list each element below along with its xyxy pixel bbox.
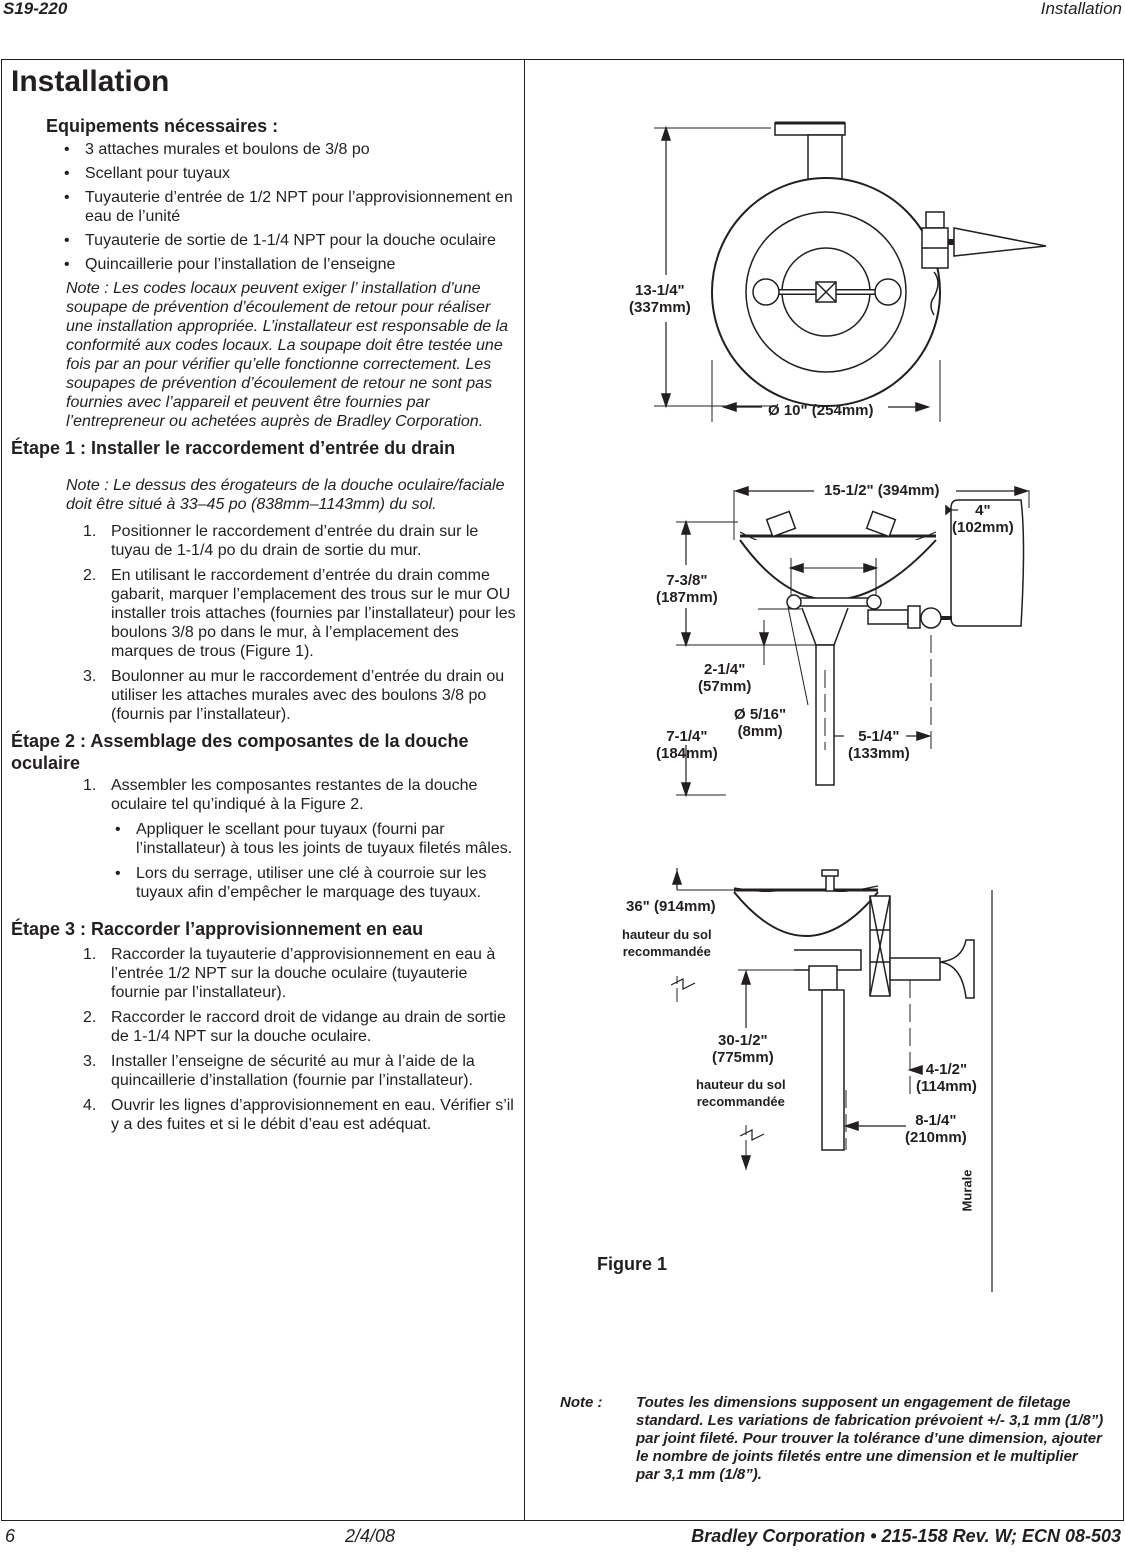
wall-label: Murale bbox=[959, 1169, 975, 1212]
dim-rim-height: 36" (914mm) bbox=[626, 898, 716, 915]
doc-id: S19-220 bbox=[3, 0, 68, 18]
dim-metric: (114mm) bbox=[916, 1078, 977, 1095]
dim-diameter: Ø 10" (254mm) bbox=[768, 402, 874, 419]
footer-date: 2/4/08 bbox=[345, 1526, 396, 1546]
equipment-list bbox=[11, 140, 516, 274]
step-number: 1. bbox=[83, 523, 97, 540]
step-number: 3. bbox=[83, 668, 97, 685]
dim-metric: (775mm) bbox=[712, 1049, 774, 1066]
dim-metric: (102mm) bbox=[952, 519, 1014, 536]
dim-metric: (57mm) bbox=[698, 678, 752, 695]
dim-wall-offset-a bbox=[916, 1061, 977, 1095]
dim-value: 8-1/4" bbox=[915, 1112, 957, 1129]
dim-height-top bbox=[629, 282, 691, 316]
note-line: hauteur du sol bbox=[622, 927, 712, 942]
dim-metric: (184mm) bbox=[656, 745, 718, 762]
footer-company: Bradley Corporation • 215-158 Rev. W; ECN 08-503 bbox=[691, 1526, 1121, 1546]
dim-value: 4" bbox=[975, 502, 991, 519]
note-label: Note : bbox=[560, 1394, 603, 1411]
step-text: Installer l’enseigne de sécurité au mur à l’aide de la quincaillerie d’installation (fournie par l’installateur). bbox=[111, 1053, 475, 1089]
list-item: • Tuyauterie de sortie de 1-1/4 NPT pour la douche oculaire bbox=[11, 231, 516, 250]
dimension-drawings bbox=[526, 60, 1122, 1390]
list-item: • Lors du serrage, utiliser une clé à courroie sur les tuyaux afin d’empêcher le marquage des tuyaux. bbox=[11, 864, 516, 902]
note-line: recommandée bbox=[696, 1094, 785, 1109]
dim-value: 7-1/4" bbox=[666, 728, 708, 745]
floor-height-note-1 bbox=[622, 926, 712, 960]
step-number: 1. bbox=[83, 946, 97, 963]
dim-tail-height bbox=[656, 728, 718, 762]
section-name: Installation bbox=[1040, 0, 1122, 18]
list-item: • Scellant pour tuyaux bbox=[11, 164, 516, 183]
step-number: 4. bbox=[83, 1097, 97, 1114]
step3-list bbox=[11, 945, 516, 1134]
dim-metric: (133mm) bbox=[848, 745, 910, 762]
step-text: Positionner le raccordement d’entrée du drain sur le tuyau de 1-1/4 po du drain de sortie du mur. bbox=[111, 523, 479, 559]
page-header bbox=[0, 0, 1125, 24]
dim-metric: (187mm) bbox=[656, 589, 718, 606]
instructions-column bbox=[11, 63, 516, 1140]
step2-heading: Étape 2 : Assemblage des composantes de la douche oculaire bbox=[11, 731, 469, 773]
dim-hole-diameter bbox=[734, 706, 786, 740]
dim-value: 2-1/4" bbox=[704, 661, 746, 678]
dim-metric: (8mm) bbox=[737, 723, 783, 740]
step-number: 2. bbox=[83, 1009, 97, 1026]
list-item bbox=[11, 776, 516, 814]
list-item bbox=[11, 1052, 516, 1090]
backflow-note: Note : Les codes locaux peuvent exiger l’ installation d’une soupape de prévention d’écoulement de retour pour réaliser une installation appropriée. L’installateur est responsable de la conformité aux codes locaux. La soupape doit être testée une fois par an pour vérifier qu’elle fonctionne correctement. Les soupapes de prévention d’écoulement de retour ne sont pas fournies avec l’appareil et peuvent être fournies par l’entrepreneur ou achetées auprès de Bradley Corporation. bbox=[66, 280, 509, 430]
page-number: 6 bbox=[5, 1526, 16, 1546]
list-item bbox=[11, 1008, 516, 1046]
step1-heading: Étape 1 : Installer le raccordement d’entrée du drain bbox=[11, 438, 456, 458]
dim-value: 30-1/2" bbox=[718, 1032, 768, 1049]
dim-value: 13-1/4" bbox=[635, 282, 685, 299]
note-text: Toutes les dimensions supposent un engagement de filetage standard. Les variations de fabrication prévoient +/- 3,1 mm (1/8”) par joint fileté. Pour trouver la tolérance d’une dimension, ajouter le nombre de joints filetés entre une dimension et le multiplier par 3,1 mm (1/8”). bbox=[636, 1394, 1104, 1483]
step-number: 2. bbox=[83, 567, 97, 584]
dim-drain-offset bbox=[698, 661, 751, 695]
list-item bbox=[11, 566, 516, 661]
dim-supply-offset bbox=[848, 728, 910, 762]
dimensions-note bbox=[560, 1394, 1105, 1484]
step2-sublist bbox=[11, 820, 516, 902]
column-divider bbox=[524, 59, 525, 1521]
list-item bbox=[11, 522, 516, 560]
dim-metric: (337mm) bbox=[629, 299, 691, 316]
dim-drain-height bbox=[712, 1032, 774, 1066]
list-item: • Quincaillerie pour l’installation de l’enseigne bbox=[11, 255, 516, 274]
list-item bbox=[11, 1096, 516, 1134]
top-view-drawing bbox=[654, 123, 1046, 422]
note-line: hauteur du sol bbox=[696, 1077, 786, 1092]
figure-caption: Figure 1 bbox=[597, 1254, 668, 1274]
equipment-heading: Equipements nécessaires : bbox=[46, 116, 279, 136]
step-text: Boulonner au mur le raccordement d’entrée du drain ou utiliser les attaches murales avec des boulons 3/8 po (fournis par l’installateur). bbox=[111, 668, 505, 723]
step-text: Raccorder la tuyauterie d’approvisionnement en eau à l’entrée 1/2 NPT sur la douche oculaire (tuyauterie fournie par l’installateur). bbox=[111, 946, 496, 1001]
list-item: • 3 attaches murales et boulons de 3/8 po bbox=[11, 140, 516, 159]
dim-value: 5-1/4" bbox=[858, 728, 900, 745]
dim-bowl-height bbox=[656, 572, 718, 606]
step1-list bbox=[11, 522, 516, 724]
figure-1 bbox=[526, 60, 1122, 1390]
step-number: 1. bbox=[83, 777, 97, 794]
dim-overall-width: 15-1/2" (394mm) bbox=[824, 482, 940, 499]
note-line: recommandée bbox=[622, 944, 711, 959]
list-item: • Tuyauterie d’entrée de 1/2 NPT pour l’approvisionnement en eau de l’unité bbox=[11, 188, 516, 226]
list-item: • Appliquer le scellant pour tuyaux (fourni par l’installateur) à tous les joints de tuyaux filetés mâles. bbox=[11, 820, 516, 858]
floor-height-note-2 bbox=[696, 1076, 786, 1110]
dim-value: 7-3/8" bbox=[666, 572, 708, 589]
list-item bbox=[11, 667, 516, 724]
page-title: Installation bbox=[11, 65, 170, 98]
step-text: Assembler les composantes restantes de la douche oculaire tel qu’indiqué à la Figure 2. bbox=[111, 777, 478, 813]
step-text: Raccorder le raccord droit de vidange au drain de sortie de 1-1/4 NPT sur la douche oculaire. bbox=[111, 1009, 506, 1045]
step3-heading: Étape 3 : Raccorder l’approvisionnement en eau bbox=[11, 919, 424, 939]
dim-sign-width bbox=[952, 502, 1014, 536]
step-text: En utilisant le raccordement d’entrée du drain comme gabarit, marquer l’emplacement des trous sur le mur OU installer trois attaches (fournies par l’installateur) pour les boulons 3/8 po dans le mur, à l’emplacement des marques de trous (Figure 1). bbox=[111, 567, 516, 660]
step2-list bbox=[11, 776, 516, 814]
dim-value: Ø 5/16" bbox=[734, 706, 787, 723]
step-text: Ouvrir les lignes d’approvisionnement en eau. Vérifier s’il y a des fuites et si le débit d’eau est adéquat. bbox=[111, 1097, 514, 1133]
dim-value: 4-1/2" bbox=[925, 1061, 968, 1078]
list-item bbox=[11, 945, 516, 1002]
dim-wall-offset-b bbox=[905, 1112, 967, 1146]
dim-metric: (210mm) bbox=[905, 1129, 967, 1146]
step-number: 3. bbox=[83, 1053, 97, 1070]
height-note: Note : Le dessus des érogateurs de la douche oculaire/faciale doit être situé à 33–45 po (838mm–1143mm) du sol. bbox=[66, 477, 505, 513]
